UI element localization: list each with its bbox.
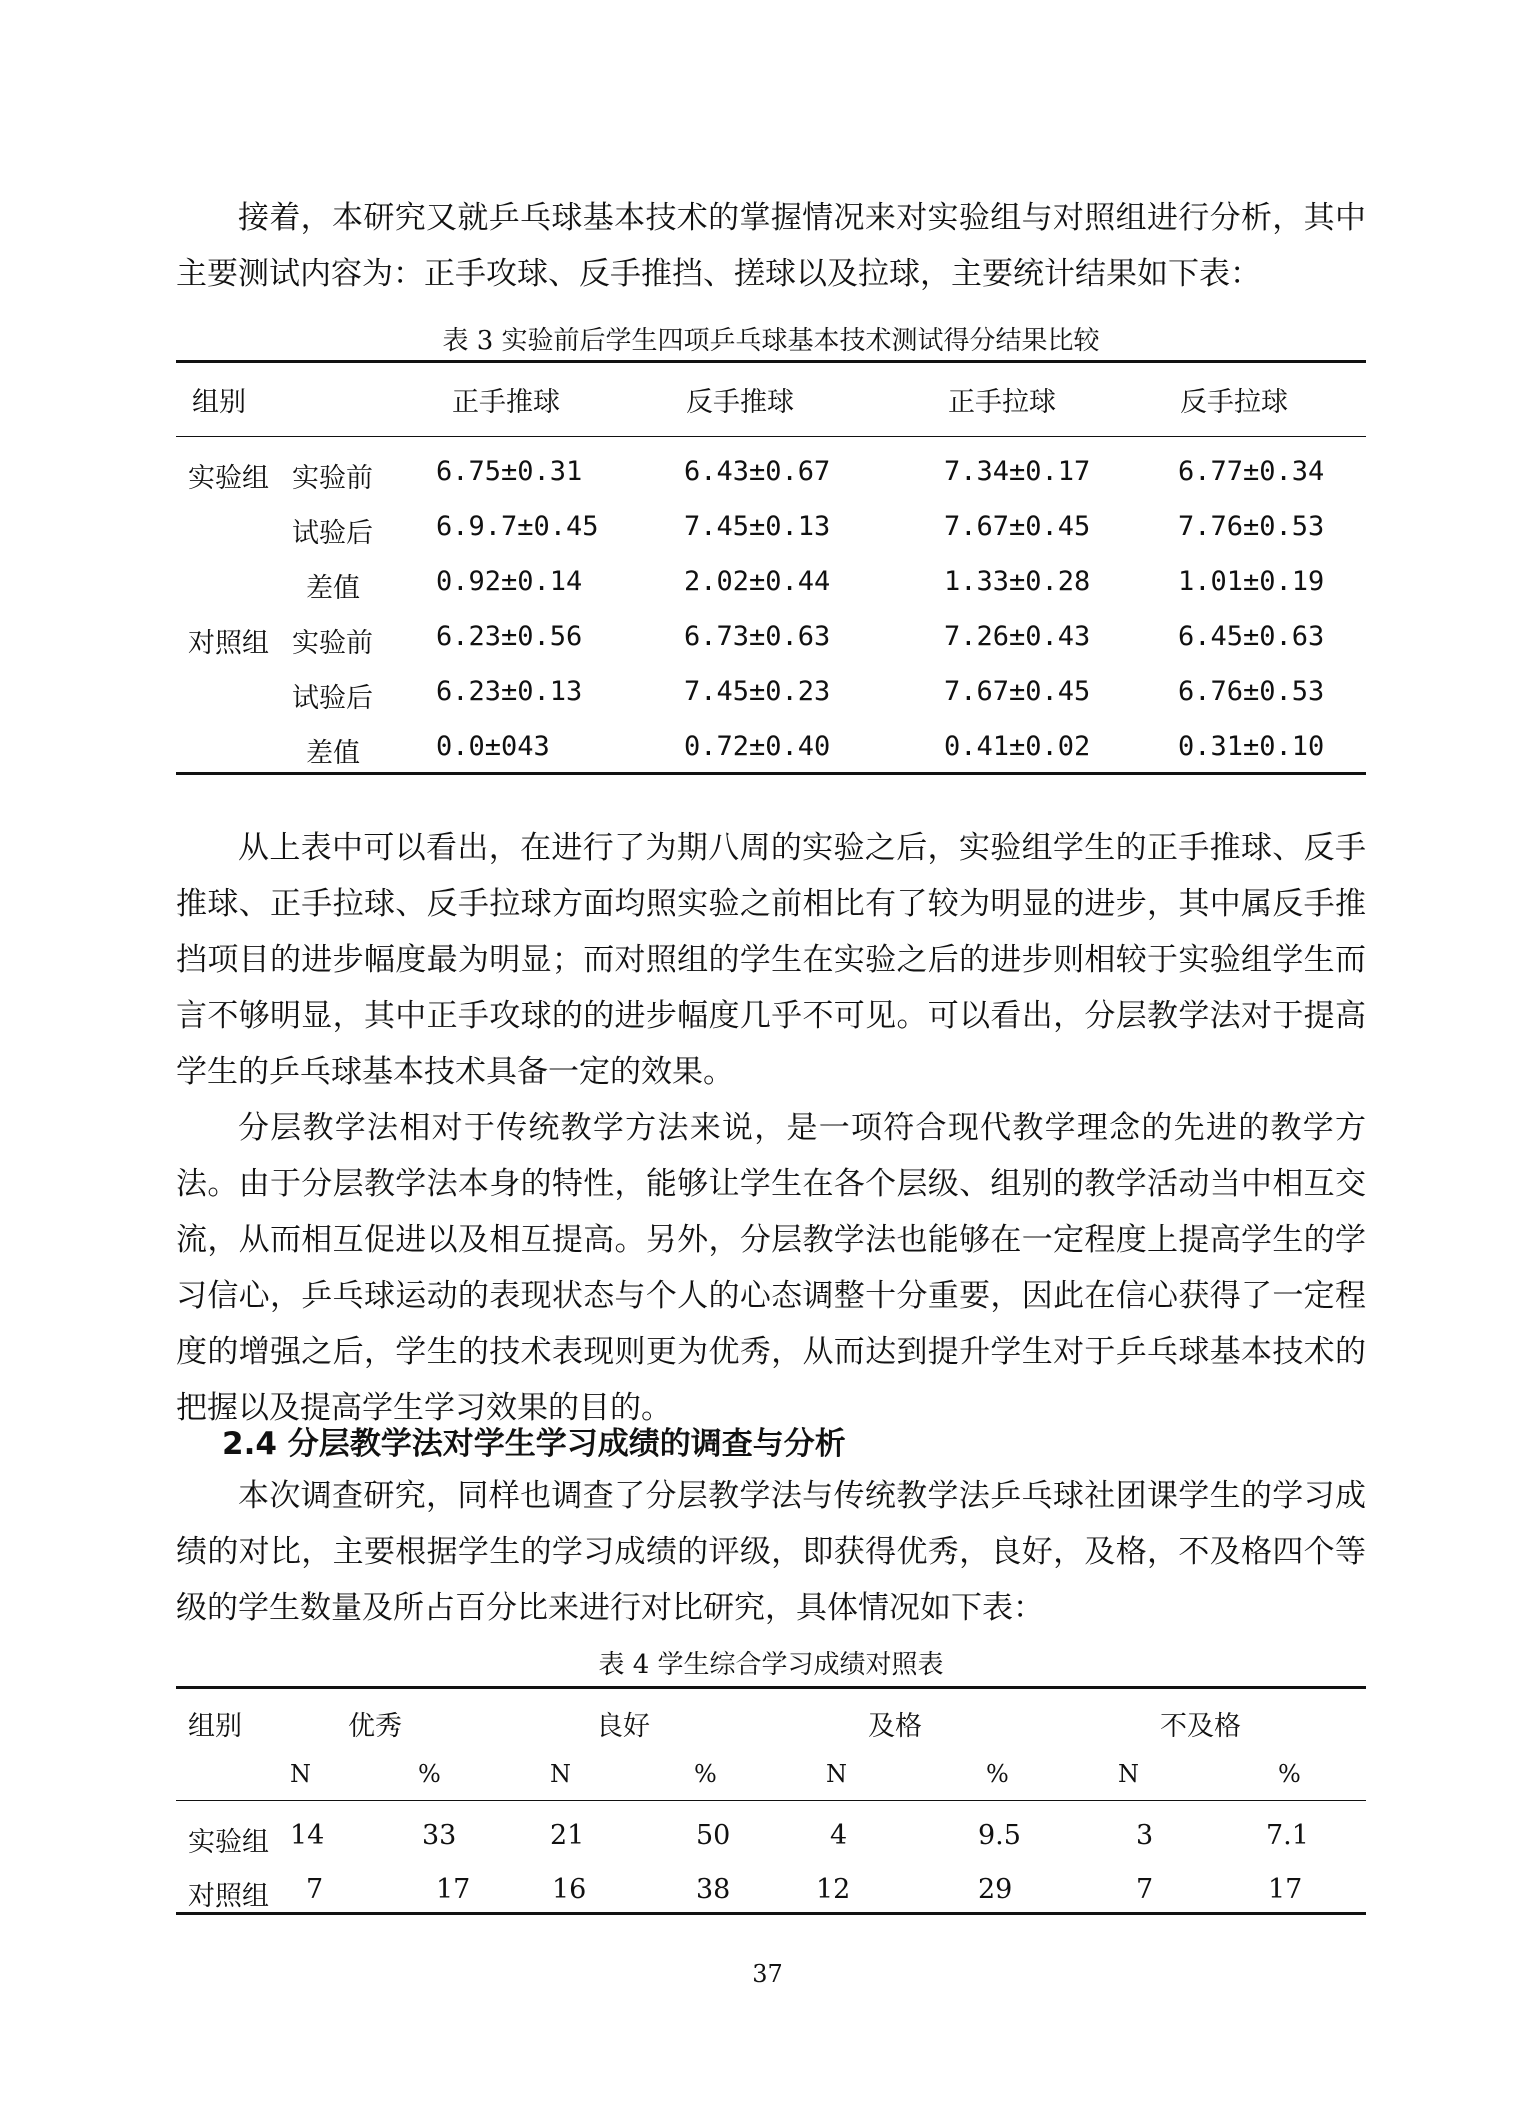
table4-top-rule	[176, 1686, 1366, 1689]
table4-header-group: 组别	[188, 1711, 242, 1742]
row-group: 对照组	[188, 628, 269, 659]
table4-header-good: 良好	[596, 1711, 650, 1742]
cell-value: 17	[436, 1874, 471, 1905]
cell-value: 7	[306, 1874, 324, 1905]
row-phase: 差值	[306, 573, 360, 604]
row-phase: 差值	[306, 738, 360, 769]
row-group: 对照组	[188, 1881, 269, 1912]
paragraph-analysis: 从上表中可以看出，在进行了为期八周的实验之后，实验组学生的正手推球、反手推球、正手拉球、反手拉球方面均照实验之前相比有了较为明显的进步，其中属反手推挡项目的进步幅度最为明显；而对照组的学生在实验之后的进步则相较于实验组学生而言不够明显，其中正手攻球的的进步幅度几乎不可见。可以看出，分层教学法对于提高学生的乒乓球基本技术具备一定的效果。	[176, 830, 1366, 1090]
cell-value: 16	[552, 1874, 587, 1905]
cell-value: 6.23±0.13	[436, 676, 583, 707]
table3-header-group: 组别	[192, 387, 246, 418]
table4-caption: 表 4 学生综合学习成绩对照表	[598, 1650, 944, 1680]
subheader-pct: %	[1278, 1760, 1301, 1788]
cell-value: 7.1	[1266, 1820, 1309, 1851]
cell-value: 6.45±0.63	[1178, 621, 1325, 652]
subheader-n: N	[290, 1760, 311, 1788]
row-phase: 试验后	[292, 683, 373, 714]
table4-header-excellent: 优秀	[348, 1711, 402, 1742]
cell-value: 3	[1136, 1820, 1154, 1851]
subheader-pct: %	[986, 1760, 1009, 1788]
subheader-n: N	[550, 1760, 571, 1788]
cell-value: 7.26±0.43	[944, 621, 1091, 652]
table4-header-pass: 及格	[868, 1711, 922, 1742]
page-number: 37	[752, 1960, 783, 1988]
section-heading: 2.4 分层教学法对学生学习成绩的调查与分析	[222, 1426, 846, 1462]
table3-bottom-rule	[176, 772, 1366, 775]
subheader-n: N	[1118, 1760, 1139, 1788]
cell-value: 4	[830, 1820, 848, 1851]
cell-value: 7.76±0.53	[1178, 511, 1325, 542]
subheader-n: N	[826, 1760, 847, 1788]
table3-header-col2: 反手推球	[686, 387, 794, 418]
cell-value: 2.02±0.44	[684, 566, 831, 597]
cell-value: 7.67±0.45	[944, 511, 1091, 542]
cell-value: 38	[696, 1874, 731, 1905]
row-phase: 实验前	[292, 463, 373, 494]
cell-value: 50	[696, 1820, 731, 1851]
cell-value: 6.73±0.63	[684, 621, 831, 652]
cell-value: 14	[290, 1820, 325, 1851]
table3-header-col1: 正手推球	[452, 387, 560, 418]
table3-top-rule	[176, 360, 1366, 363]
paragraph-survey: 本次调查研究，同样也调查了分层教学法与传统教学法乒乓球社团课学生的学习成绩的对比，主要根据学生的学习成绩的评级，即获得优秀，良好，及格，不及格四个等级的学生数量及所占百分比来进行对比研究，具体情况如下表：	[176, 1478, 1366, 1626]
cell-value: 12	[816, 1874, 851, 1905]
cell-value: 7.45±0.23	[684, 676, 831, 707]
cell-value: 7.67±0.45	[944, 676, 1091, 707]
subheader-pct: %	[694, 1760, 717, 1788]
cell-value: 6.76±0.53	[1178, 676, 1325, 707]
cell-value: 6.9.7±0.45	[436, 511, 599, 542]
paragraph-method: 分层教学法相对于传统教学方法来说，是一项符合现代教学理念的先进的教学方法。由于分层教学法本身的特性，能够让学生在各个层级、组别的教学活动当中相互交流，从而相互促进以及相互提高。另外，分层教学法也能够在一定程度上提高学生的学习信心，乒乓球运动的表现状态与个人的心态调整十分重要，因此在信心获得了一定程度的增强之后，学生的技术表现则更为优秀，从而达到提升学生对于乒乓球基本技术的把握以及提高学生学习效果的目的。	[176, 1110, 1366, 1426]
cell-value: 1.01±0.19	[1178, 566, 1325, 597]
row-phase: 实验前	[292, 628, 373, 659]
cell-value: 21	[550, 1820, 585, 1851]
cell-value: 6.77±0.34	[1178, 456, 1325, 487]
table3-header-rule	[176, 436, 1366, 437]
cell-value: 6.43±0.67	[684, 456, 831, 487]
row-group: 实验组	[188, 1827, 269, 1858]
cell-value: 17	[1268, 1874, 1303, 1905]
cell-value: 0.31±0.10	[1178, 731, 1325, 762]
table4-header-fail: 不及格	[1160, 1711, 1241, 1742]
cell-value: 33	[422, 1820, 457, 1851]
cell-value: 0.41±0.02	[944, 731, 1091, 762]
cell-value: 0.72±0.40	[684, 731, 831, 762]
cell-value: 6.23±0.56	[436, 621, 583, 652]
table4-header-rule	[176, 1800, 1366, 1801]
cell-value: 0.0±043	[436, 731, 550, 762]
cell-value: 29	[978, 1874, 1013, 1905]
table3-caption: 表 3 实验前后学生四项乒乓球基本技术测试得分结果比较	[442, 326, 1100, 356]
cell-value: 1.33±0.28	[944, 566, 1091, 597]
subheader-pct: %	[418, 1760, 441, 1788]
cell-value: 7.45±0.13	[684, 511, 831, 542]
paragraph-intro: 接着，本研究又就乒乓球基本技术的掌握情况来对实验组与对照组进行分析，其中主要测试内容为：正手攻球、反手推挡、搓球以及拉球，主要统计结果如下表：	[176, 200, 1366, 292]
cell-value: 7.34±0.17	[944, 456, 1091, 487]
table4-bottom-rule	[176, 1912, 1366, 1915]
table3-header-col3: 正手拉球	[948, 387, 1056, 418]
cell-value: 6.75±0.31	[436, 456, 583, 487]
cell-value: 0.92±0.14	[436, 566, 583, 597]
cell-value: 7	[1136, 1874, 1154, 1905]
row-group: 实验组	[188, 463, 269, 494]
row-phase: 试验后	[292, 518, 373, 549]
cell-value: 9.5	[978, 1820, 1021, 1851]
table3-header-col4: 反手拉球	[1180, 387, 1288, 418]
